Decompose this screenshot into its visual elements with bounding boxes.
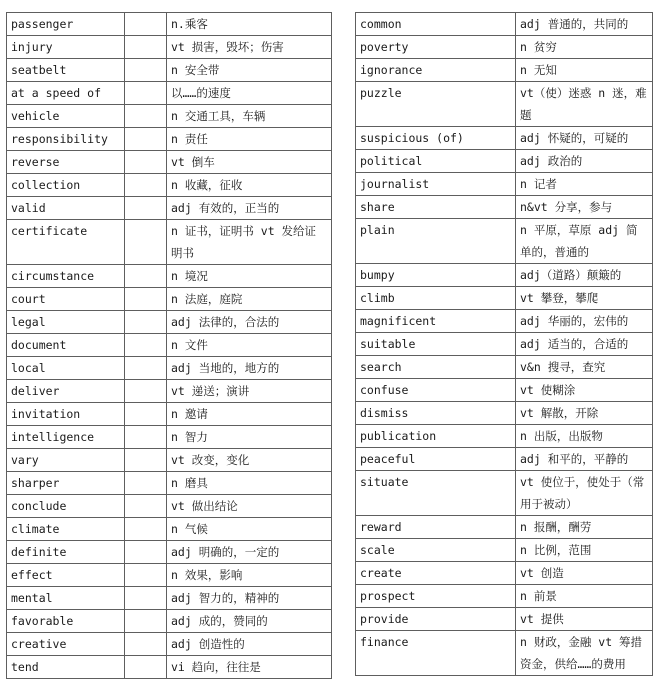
vocab-meaning: vt 做出结论 xyxy=(167,495,332,518)
vocab-row xyxy=(7,59,332,82)
vocab-meaning: n 证书，证明书 vt 发给证明书 xyxy=(167,220,332,265)
vocab-meaning: n 前景 xyxy=(516,585,653,608)
vocab-row xyxy=(356,379,653,402)
vocab-word: reward xyxy=(356,516,516,539)
vocab-row xyxy=(7,426,332,449)
vocab-word: sharper xyxy=(7,472,125,495)
vocab-row xyxy=(7,128,332,151)
vocab-meaning: n 责任 xyxy=(167,128,332,151)
empty-cell xyxy=(125,541,167,564)
vocab-word: vehicle xyxy=(7,105,125,128)
vocab-word: ignorance xyxy=(356,59,516,82)
vocab-row xyxy=(7,403,332,426)
vocab-word: favorable xyxy=(7,610,125,633)
vocab-row xyxy=(7,472,332,495)
vocab-row xyxy=(7,220,332,265)
vocab-word: share xyxy=(356,196,516,219)
vocab-word: search xyxy=(356,356,516,379)
empty-cell xyxy=(125,105,167,128)
vocab-meaning: n&vt 分享，参与 xyxy=(516,196,653,219)
vocab-meaning: adj 政治的 xyxy=(516,150,653,173)
vocab-word: passenger xyxy=(7,13,125,36)
vocab-word: seatbelt xyxy=(7,59,125,82)
right-vocab-table xyxy=(355,12,653,676)
vocab-row xyxy=(7,311,332,334)
vocab-word: peaceful xyxy=(356,448,516,471)
vocab-word: dismiss xyxy=(356,402,516,425)
vocab-meaning: vt 提供 xyxy=(516,608,653,631)
vocab-meaning: adj 法律的，合法的 xyxy=(167,311,332,334)
vocab-word: journalist xyxy=(356,173,516,196)
empty-cell xyxy=(125,403,167,426)
vocab-meaning: n 文件 xyxy=(167,334,332,357)
vocab-row xyxy=(356,425,653,448)
vocab-row xyxy=(356,585,653,608)
vocab-row xyxy=(7,265,332,288)
vocab-meaning: adj 创造性的 xyxy=(167,633,332,656)
vocab-word: vary xyxy=(7,449,125,472)
vocab-meaning: adj 当地的，地方的 xyxy=(167,357,332,380)
empty-cell xyxy=(125,472,167,495)
vocab-meaning: vt 改变，变化 xyxy=(167,449,332,472)
vocab-word: bumpy xyxy=(356,264,516,287)
vocab-meaning: vt 倒车 xyxy=(167,151,332,174)
vocab-word: magnificent xyxy=(356,310,516,333)
vocab-word: climb xyxy=(356,287,516,310)
vocab-word: mental xyxy=(7,587,125,610)
vocab-meaning: n 贫穷 xyxy=(516,36,653,59)
vocab-meaning: n 效果，影响 xyxy=(167,564,332,587)
empty-cell xyxy=(125,174,167,197)
vocab-row xyxy=(7,105,332,128)
vocab-word: suspicious (of) xyxy=(356,127,516,150)
vocab-row xyxy=(356,264,653,287)
vocab-word: responsibility xyxy=(7,128,125,151)
vocab-meaning: adj 成的，赞同的 xyxy=(167,610,332,633)
vocab-word: suitable xyxy=(356,333,516,356)
vocab-meaning: adj（道路）颠簸的 xyxy=(516,264,653,287)
vocab-word: circumstance xyxy=(7,265,125,288)
vocab-row xyxy=(7,380,332,403)
empty-cell xyxy=(125,59,167,82)
vocab-meaning: vi 趋向，往往是 xyxy=(167,656,332,679)
vocab-row xyxy=(356,608,653,631)
empty-cell xyxy=(125,13,167,36)
vocab-meaning: vt 递送；演讲 xyxy=(167,380,332,403)
vocab-word: finance xyxy=(356,631,516,676)
empty-cell xyxy=(125,265,167,288)
vocab-meaning: n 磨具 xyxy=(167,472,332,495)
vocab-meaning: n 安全带 xyxy=(167,59,332,82)
vocab-meaning: adj 怀疑的，可疑的 xyxy=(516,127,653,150)
left-vocab-table xyxy=(6,12,332,679)
vocab-word: puzzle xyxy=(356,82,516,127)
vocab-row xyxy=(356,59,653,82)
empty-cell xyxy=(125,36,167,59)
vocab-meaning: n 气候 xyxy=(167,518,332,541)
vocab-meaning: vt 创造 xyxy=(516,562,653,585)
vocab-word: effect xyxy=(7,564,125,587)
vocab-word: intelligence xyxy=(7,426,125,449)
vocab-row xyxy=(356,631,653,676)
vocab-word: tend xyxy=(7,656,125,679)
vocab-meaning: adj 明确的，一定的 xyxy=(167,541,332,564)
vocab-row xyxy=(7,82,332,105)
empty-cell xyxy=(125,426,167,449)
vocab-row xyxy=(356,471,653,516)
vocab-word: legal xyxy=(7,311,125,334)
vocab-meaning: adj 普通的，共同的 xyxy=(516,13,653,36)
vocab-row xyxy=(7,633,332,656)
vocab-word: creative xyxy=(7,633,125,656)
vocab-row xyxy=(356,36,653,59)
vocab-row xyxy=(356,356,653,379)
vocab-meaning: vt 攀登，攀爬 xyxy=(516,287,653,310)
vocab-meaning: n 法庭，庭院 xyxy=(167,288,332,311)
vocab-word: climate xyxy=(7,518,125,541)
vocab-meaning: n.乘客 xyxy=(167,13,332,36)
vocab-word: conclude xyxy=(7,495,125,518)
vocab-word: reverse xyxy=(7,151,125,174)
empty-cell xyxy=(125,288,167,311)
vocab-word: collection xyxy=(7,174,125,197)
vocab-word: prospect xyxy=(356,585,516,608)
vocab-meaning: adj 适当的，合适的 xyxy=(516,333,653,356)
empty-cell xyxy=(125,197,167,220)
empty-cell xyxy=(125,220,167,265)
vocab-word: local xyxy=(7,357,125,380)
vocab-word: common xyxy=(356,13,516,36)
vocab-row xyxy=(7,288,332,311)
vocab-word: create xyxy=(356,562,516,585)
empty-cell xyxy=(125,656,167,679)
vocab-row xyxy=(7,449,332,472)
empty-cell xyxy=(125,495,167,518)
vocab-row xyxy=(7,174,332,197)
vocab-row xyxy=(7,564,332,587)
vocab-word: confuse xyxy=(356,379,516,402)
empty-cell xyxy=(125,357,167,380)
vocab-row xyxy=(356,150,653,173)
vocab-word: plain xyxy=(356,219,516,264)
vocab-meaning: vt 使位于，使处于（常用于被动） xyxy=(516,471,653,516)
vocab-row xyxy=(356,448,653,471)
vocab-meaning: n 邀请 xyxy=(167,403,332,426)
vocab-word: valid xyxy=(7,197,125,220)
vocab-row xyxy=(356,287,653,310)
vocab-meaning: n 平原，草原 adj 简单的，普通的 xyxy=(516,219,653,264)
vocab-meaning: n 智力 xyxy=(167,426,332,449)
vocab-meaning: vt 使糊涂 xyxy=(516,379,653,402)
vocab-row xyxy=(7,13,332,36)
vocab-row xyxy=(356,516,653,539)
left-vocab-table-body xyxy=(7,13,332,679)
vocab-row xyxy=(356,196,653,219)
vocab-meaning: adj 和平的，平静的 xyxy=(516,448,653,471)
right-vocab-table-body xyxy=(356,13,653,676)
empty-cell xyxy=(125,311,167,334)
empty-cell xyxy=(125,128,167,151)
vocab-row xyxy=(7,518,332,541)
vocab-meaning: vt 损害，毁坏；伤害 xyxy=(167,36,332,59)
vocab-row xyxy=(356,562,653,585)
vocab-meaning: adj 智力的，精神的 xyxy=(167,587,332,610)
vocab-row xyxy=(356,13,653,36)
vocab-word: poverty xyxy=(356,36,516,59)
vocab-meaning: n 收藏，征收 xyxy=(167,174,332,197)
vocab-meaning: 以……的速度 xyxy=(167,82,332,105)
empty-cell xyxy=(125,334,167,357)
vocab-row xyxy=(356,82,653,127)
vocab-word: document xyxy=(7,334,125,357)
vocab-row xyxy=(7,610,332,633)
vocab-row xyxy=(7,334,332,357)
vocab-row xyxy=(356,310,653,333)
vocab-word: political xyxy=(356,150,516,173)
empty-cell xyxy=(125,587,167,610)
vocab-row xyxy=(356,333,653,356)
vocab-meaning: n 比例，范围 xyxy=(516,539,653,562)
vocab-meaning: n 出版，出版物 xyxy=(516,425,653,448)
vocab-word: at a speed of xyxy=(7,82,125,105)
vocab-row xyxy=(7,36,332,59)
empty-cell xyxy=(125,564,167,587)
empty-cell xyxy=(125,633,167,656)
vocab-meaning: adj 有效的，正当的 xyxy=(167,197,332,220)
vocab-meaning: n 记者 xyxy=(516,173,653,196)
empty-cell xyxy=(125,151,167,174)
vocab-row xyxy=(7,151,332,174)
vocab-meaning: vt（使）迷惑 n 迷，难题 xyxy=(516,82,653,127)
vocab-row xyxy=(356,402,653,425)
vocab-word: situate xyxy=(356,471,516,516)
empty-cell xyxy=(125,380,167,403)
vocab-meaning: n 报酬，酬劳 xyxy=(516,516,653,539)
vocab-row xyxy=(7,197,332,220)
vocab-word: scale xyxy=(356,539,516,562)
empty-cell xyxy=(125,518,167,541)
vocab-word: certificate xyxy=(7,220,125,265)
vocab-meaning: vt 解散，开除 xyxy=(516,402,653,425)
vocab-meaning: n 境况 xyxy=(167,265,332,288)
vocab-meaning: n 交通工具，车辆 xyxy=(167,105,332,128)
vocab-row xyxy=(7,357,332,380)
vocab-row xyxy=(356,219,653,264)
vocab-row xyxy=(356,127,653,150)
vocab-meaning: n 无知 xyxy=(516,59,653,82)
vocab-word: invitation xyxy=(7,403,125,426)
vocab-word: publication xyxy=(356,425,516,448)
vocab-row xyxy=(7,541,332,564)
vocab-word: definite xyxy=(7,541,125,564)
empty-cell xyxy=(125,610,167,633)
vocab-meaning: adj 华丽的，宏伟的 xyxy=(516,310,653,333)
vocab-word: provide xyxy=(356,608,516,631)
vocab-row xyxy=(7,587,332,610)
vocab-row xyxy=(356,539,653,562)
vocab-row xyxy=(7,495,332,518)
vocab-word: court xyxy=(7,288,125,311)
empty-cell xyxy=(125,449,167,472)
vocab-word: injury xyxy=(7,36,125,59)
vocab-row xyxy=(7,656,332,679)
vocab-meaning: n 财政，金融 vt 筹措资金，供给……的费用 xyxy=(516,631,653,676)
vocab-row xyxy=(356,173,653,196)
vocab-word: deliver xyxy=(7,380,125,403)
empty-cell xyxy=(125,82,167,105)
vocab-meaning: v&n 搜寻，查究 xyxy=(516,356,653,379)
